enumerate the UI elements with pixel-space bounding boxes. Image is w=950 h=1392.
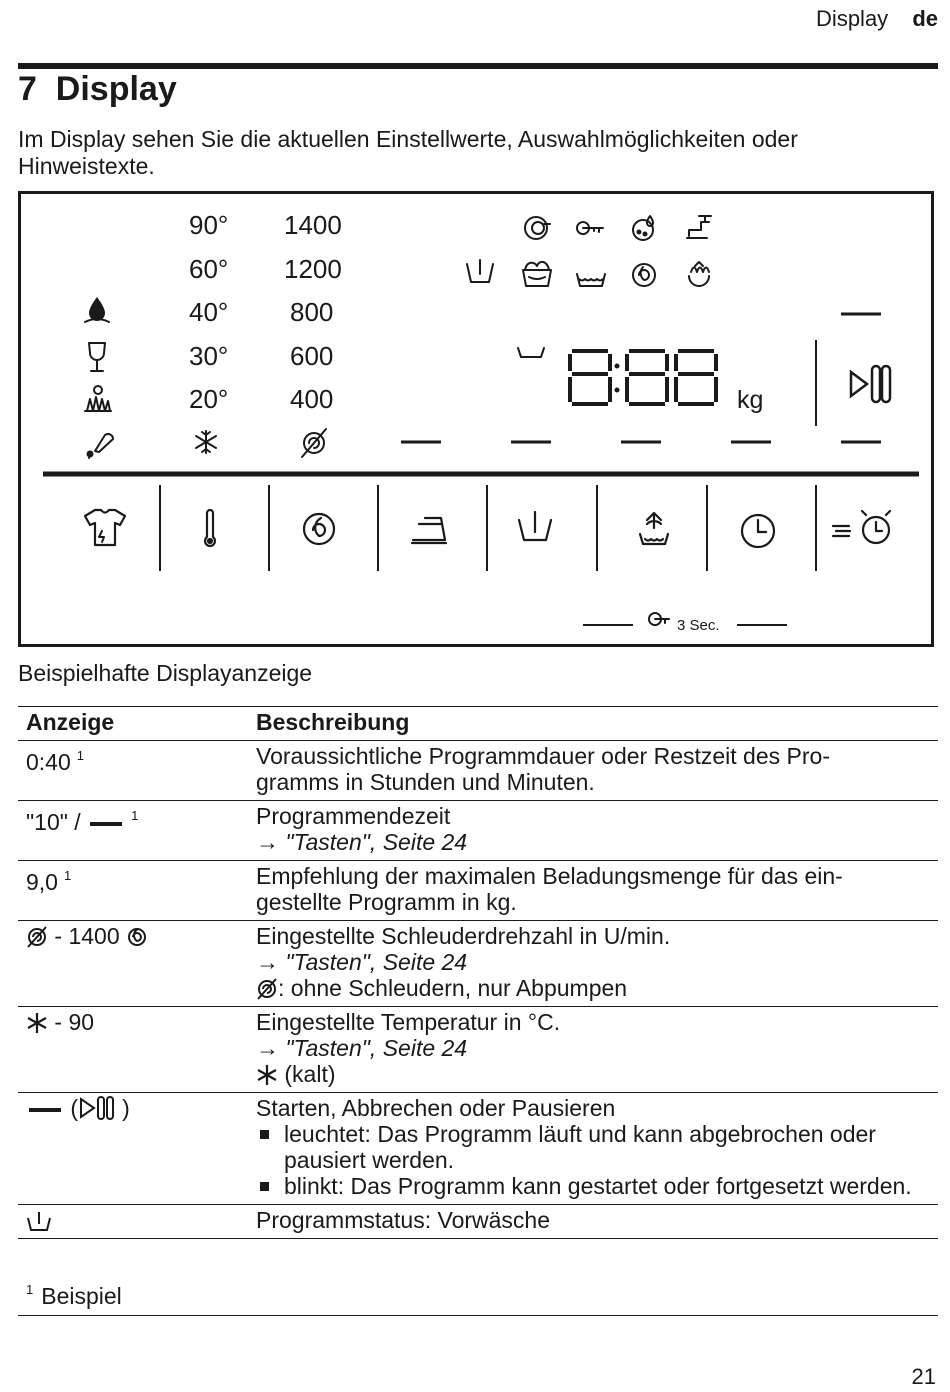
grass-flower-icon: [85, 386, 111, 411]
spin-icon: [126, 926, 148, 948]
cross-reference-link[interactable]: → "Tasten", Seite 24: [256, 949, 468, 975]
description: Programmstatus: Vorwäsche: [256, 1207, 551, 1233]
description-cont: gramms in Stunden und Minuten.: [256, 769, 595, 795]
steam-status-icon: [689, 262, 709, 286]
table-row: [18, 1205, 938, 1239]
description-cont: gestellte Programm in kg.: [256, 889, 517, 915]
iron-icon: [412, 518, 446, 543]
lock-hint-key-icon: [649, 613, 669, 625]
header-section: Display: [816, 6, 889, 31]
footnote: [18, 1282, 938, 1316]
table-row: [18, 921, 938, 1007]
start-pause-icon: [78, 1096, 122, 1120]
temperature-icon: [205, 510, 215, 546]
program-shirt-icon: [85, 510, 125, 545]
no-spin-icon: [256, 978, 278, 1000]
cotton-program-icon: [525, 217, 550, 239]
no-spin-icon: [26, 926, 48, 948]
header-language: de: [912, 6, 938, 31]
description: Eingestellte Temperatur in °C.: [256, 1009, 561, 1035]
dash-icon: [90, 822, 122, 826]
column-header-anzeige: Anzeige: [18, 707, 248, 741]
dash-icon: [29, 1108, 61, 1112]
description: Eingestellte Schleuderdrehzahl in U/min.: [256, 923, 671, 949]
tub-icon: [518, 348, 544, 357]
cross-reference-link[interactable]: → "Tasten", Seite 24: [256, 829, 468, 855]
prewash-icon: [26, 1210, 52, 1232]
bullet-list: [256, 1121, 930, 1199]
water-tap-icon: [687, 216, 711, 238]
table-row: [18, 1093, 938, 1205]
table-row: [18, 741, 938, 801]
table-row: [18, 1007, 938, 1093]
seven-segment-digits: [570, 351, 716, 404]
detergent-drum-icon: [633, 216, 653, 240]
lock-hint-label: 3 Sec.: [677, 617, 720, 634]
eco-drop-icon: [85, 297, 109, 322]
display-value: - 90: [54, 1009, 95, 1035]
display-illustration: [21, 194, 931, 644]
speed-400: 400: [290, 384, 334, 414]
temp-20: 20°: [189, 384, 229, 414]
list-item: leuchtet: Das Programm läuft und kann abgebrochen oder pausiert werden.: [256, 1121, 930, 1173]
display-panel: [18, 191, 934, 647]
intro-text: Im Display sehen Sie die aktuellen Einstellwerte, Auswahlmöglichkeiten oder Hinweistexte.: [18, 126, 798, 179]
rinse-status-icon: [577, 274, 605, 286]
clock-timer-icon: [742, 515, 774, 547]
list-item: blinkt: Das Programm kann gestartet oder fortgesetzt werden.: [256, 1173, 930, 1199]
page-header: [816, 6, 938, 32]
footnote-ref: 1: [131, 808, 139, 823]
cross-reference-link[interactable]: → "Tasten", Seite 24: [256, 1035, 468, 1061]
temp-40: 40°: [189, 297, 229, 327]
extra-rinse-icon: [640, 513, 668, 544]
page-number: 21: [911, 1364, 936, 1389]
kg-unit: kg: [737, 386, 764, 414]
page-title: 7 Display: [18, 70, 177, 108]
figure-caption: Beispielhafte Displayanzeige: [18, 660, 313, 686]
description: Programmendezeit: [256, 803, 451, 829]
column-header-beschreibung: Beschreibung: [248, 707, 938, 741]
speed-800: 800: [290, 297, 334, 327]
display-table: [18, 706, 938, 1239]
key-lock-icon: [577, 222, 603, 234]
stain-brush-icon: [88, 434, 114, 458]
snowflake-icon: [196, 431, 216, 453]
display-value: "10" /: [26, 809, 81, 835]
paren-open: (: [70, 1095, 79, 1121]
description: Empfehlung der maximalen Beladungsmenge für das ein-: [256, 863, 843, 889]
note: (kalt): [284, 1061, 336, 1087]
table-row: [18, 861, 938, 921]
temp-90: 90°: [189, 210, 229, 240]
snowflake-icon: [26, 1012, 48, 1034]
speed-600: 600: [290, 341, 334, 371]
paren-close: ): [122, 1095, 130, 1121]
prewash-button-icon: [519, 512, 551, 540]
footnote-mark: 1: [26, 1282, 34, 1297]
description: Voraussichtliche Programmdauer oder Restzeit des Pro-: [256, 743, 830, 769]
prewash-status-icon: [467, 260, 493, 282]
display-value: 0:40: [26, 749, 71, 775]
footnote-text: Beispiel: [41, 1283, 122, 1309]
display-value: 9,0: [26, 869, 58, 895]
snowflake-icon: [256, 1064, 278, 1086]
speed-1400: 1400: [284, 210, 342, 240]
spin-speed-icon: [304, 514, 334, 544]
table-header-row: [18, 707, 938, 741]
wash-status-icon: [523, 262, 551, 286]
description: Starten, Abbrechen oder Pausieren: [256, 1095, 616, 1121]
button-separators: [160, 485, 816, 571]
temp-60: 60°: [189, 254, 229, 284]
temp-30: 30°: [189, 341, 229, 371]
spin-status-icon: [633, 264, 655, 286]
wine-glass-icon: [89, 343, 105, 371]
table-row: [18, 801, 938, 861]
start-pause-icon: [851, 366, 890, 402]
indicator-dashes: [43, 314, 919, 625]
display-value: - 1400: [54, 923, 120, 949]
header-rule: [18, 63, 938, 69]
speed-1200: 1200: [284, 254, 342, 284]
note: : ohne Schleudern, nur Abpumpen: [278, 975, 628, 1001]
footnote-ref: 1: [76, 748, 84, 763]
no-spin-icon: [302, 429, 326, 457]
footnote-ref: 1: [63, 868, 72, 883]
speed-alarm-icon: [833, 511, 890, 543]
